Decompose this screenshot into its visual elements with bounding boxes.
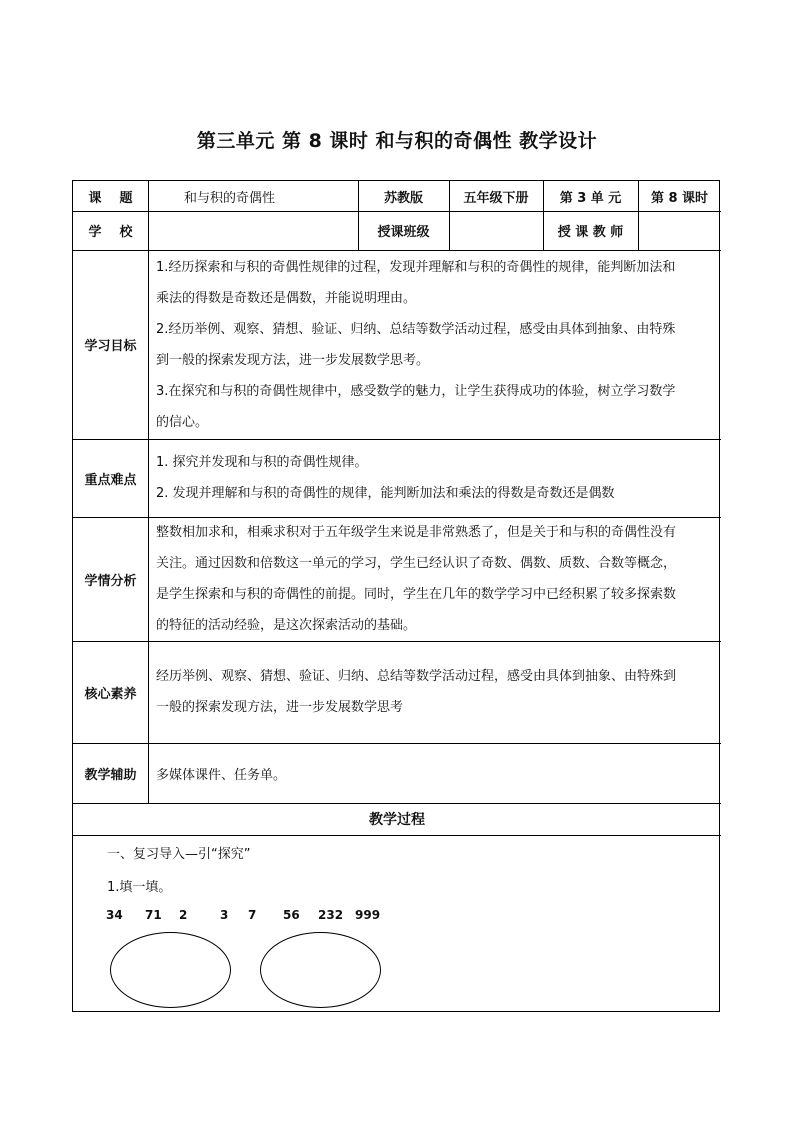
key-points-line: 1. 探究并发现和与积的奇偶性规律。 (156, 455, 368, 470)
label-core: 核心素养 (84, 686, 137, 702)
analysis-line: 关注。通过因数和倍数这一单元的学习，学生已经认识了奇数、偶数、质数、合数等概念， (156, 556, 677, 571)
lesson-value: 第 8 课时 (650, 190, 709, 206)
analysis-text (149, 517, 721, 641)
school-value[interactable] (148, 211, 358, 250)
number-item: 56 (283, 908, 300, 922)
goals-text (149, 252, 721, 438)
topic-value: 和与积的奇偶性 (184, 190, 276, 206)
number-item: 71 (145, 908, 162, 922)
lesson-plan-table (72, 180, 720, 1012)
goals-line: 到一般的探索发现方法，进一步发展数学思考。 (156, 353, 430, 368)
row-divider (73, 439, 721, 440)
publisher-value: 苏教版 (383, 190, 423, 206)
goals-line: 1.经历探索和与积的奇偶性规律的过程，发现并理解和与积的奇偶性的规律，能判断加法和 (156, 260, 676, 275)
core-line: 一般的探索发现方法，进一步发展数学思考 (156, 700, 404, 715)
goals-line: 的信心。 (156, 415, 209, 430)
key-points-line: 2. 发现并理解和与积的奇偶性的规律，能判断加法和乘法的得数是奇数还是偶数 (156, 486, 615, 501)
label-key-points: 重点难点 (84, 472, 137, 488)
number-item: 999 (355, 908, 381, 922)
label-goals: 学习目标 (84, 339, 137, 354)
even-number-ellipse (260, 932, 381, 1008)
goals-line: 2.经历举例、观察、猜想、验证、归纳、总结等数学活动过程，感受由具体到抽象、由特殊 (156, 322, 676, 337)
analysis-line: 整数相加求和，相乘求积对于五年级学生来说是非常熟悉了，但是关于和与积的奇偶性没有 (156, 525, 677, 540)
number-item: 2 (179, 908, 188, 922)
grade-value: 五年级下册 (463, 190, 529, 206)
analysis-line: 是学生探索和与积的奇偶性的前提。同时，学生在几年的数学学习中已经积累了较多探索数 (156, 587, 677, 602)
number-item: 3 (220, 908, 229, 922)
label-analysis: 学情分析 (84, 573, 137, 589)
process-section-1: 一、复习导入—引“探究” (107, 847, 251, 862)
class-value[interactable] (449, 211, 543, 250)
label-topic: 课 题 (88, 190, 133, 206)
goals-line: 乘法的得数是奇数还是偶数，并能说明理由。 (156, 291, 417, 306)
row-divider (73, 641, 721, 642)
unit-value: 第 3 单 元 (559, 190, 622, 206)
label-teacher: 授 课 教 师 (557, 225, 624, 240)
row-divider (73, 250, 721, 251)
row-divider (73, 835, 721, 836)
page-title: 第三单元 第 8 课时 和与积的奇偶性 教学设计 (196, 130, 598, 152)
process-heading: 教学过程 (369, 812, 425, 828)
key-points-text (149, 447, 721, 509)
core-line: 经历举例、观察、猜想、验证、归纳、总结等数学活动过程，感受由具体到抽象、由特殊到 (156, 669, 677, 684)
core-text (149, 661, 721, 723)
number-item: 232 (318, 908, 344, 922)
label-aids: 教学辅助 (84, 767, 137, 783)
teacher-value[interactable] (638, 211, 721, 250)
label-school: 学 校 (88, 225, 133, 240)
process-task-1: 1.填一填。 (107, 880, 172, 895)
number-item: 34 (106, 908, 123, 922)
odd-number-ellipse (110, 932, 231, 1008)
number-item: 7 (248, 908, 257, 922)
label-class: 授课班级 (377, 225, 430, 240)
aids-text: 多媒体课件、任务单。 (156, 767, 287, 783)
analysis-line: 的特征的活动经验，是这次探索活动的基础。 (156, 618, 417, 633)
goals-line: 3.在探究和与积的奇偶性规律中，感受数学的魅力，让学生获得成功的体验，树立学习数学 (156, 384, 676, 399)
